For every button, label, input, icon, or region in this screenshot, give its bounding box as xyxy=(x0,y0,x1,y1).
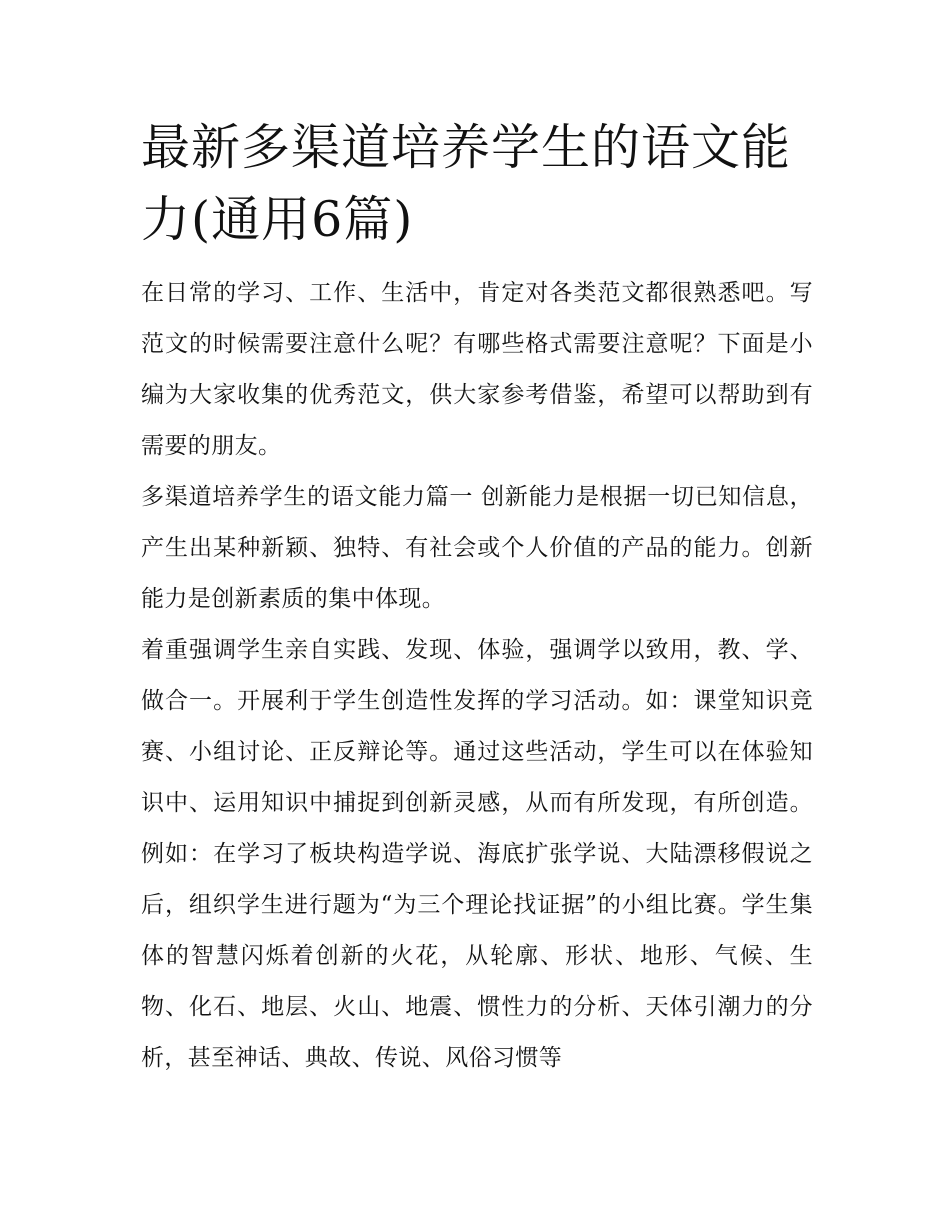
paragraph-practice: 着重强调学生亲自实践、发现、体验，强调学以致用，教、学、做合一。开展利于学生创造性发挥的学习活动。如：课堂知识竞赛、小组讨论、正反辩论等。通过这些活动，学生可以在体验知识中、运用知识中捕捉到创新灵感，从而有所发现，有所创造。例如：在学习了板块构造学说、海底扩张学说、大陆漂移假说之后，组织学生进行题为“为三个理论找证据”的小组比赛。学生集体的智慧闪烁着创新的火花，从轮廓、形状、地形、气候、生物、化石、地层、火山、地震、惯性力的分析、天体引潮力的分析，甚至神话、典故、传说、风俗习惯等 xyxy=(141,637,813,1071)
document-content xyxy=(141,112,813,1084)
document-title: 最新多渠道培养学生的语文能力(通用6篇) xyxy=(141,119,792,248)
paragraph-intro: 在日常的学习、工作、生活中，肯定对各类范文都很熟悉吧。写范文的时候需要注意什么呢？有哪些格式需要注意呢？下面是小编为大家收集的优秀范文，供大家参考借鉴，希望可以帮助到有需要的朋友。 xyxy=(141,280,813,459)
paragraph-section-one: 多渠道培养学生的语文能力篇一 创新能力是根据一切已知信息，产生出某种新颖、独特、有社会或个人价值的产品的能力。创新能力是创新素质的集中体现。 xyxy=(141,484,813,612)
